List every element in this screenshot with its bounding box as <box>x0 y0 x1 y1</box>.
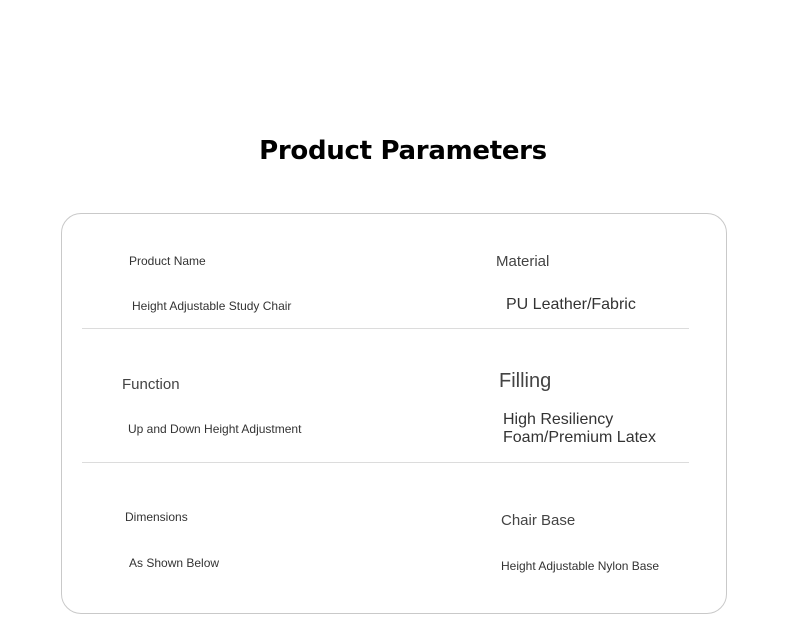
filling-value: High Resiliency Foam/Premium Latex <box>503 411 656 446</box>
chair-base-value: Height Adjustable Nylon Base <box>501 559 660 573</box>
material-label: Material <box>496 253 550 270</box>
page-title: Product Parameters <box>259 136 547 166</box>
product-name-label: Product Name <box>129 254 206 268</box>
dimensions-label: Dimensions <box>125 510 188 524</box>
function-label: Function <box>122 376 180 393</box>
filling-label: Filling <box>499 370 552 392</box>
row-divider <box>82 462 689 463</box>
row-divider <box>82 328 689 329</box>
dimensions-value: As Shown Below <box>129 556 220 570</box>
chair-base-label: Chair Base <box>501 512 576 529</box>
product-name-value: Height Adjustable Study Chair <box>132 299 292 313</box>
material-value: PU Leather/Fabric <box>506 296 636 313</box>
function-value: Up and Down Height Adjustment <box>128 422 302 436</box>
